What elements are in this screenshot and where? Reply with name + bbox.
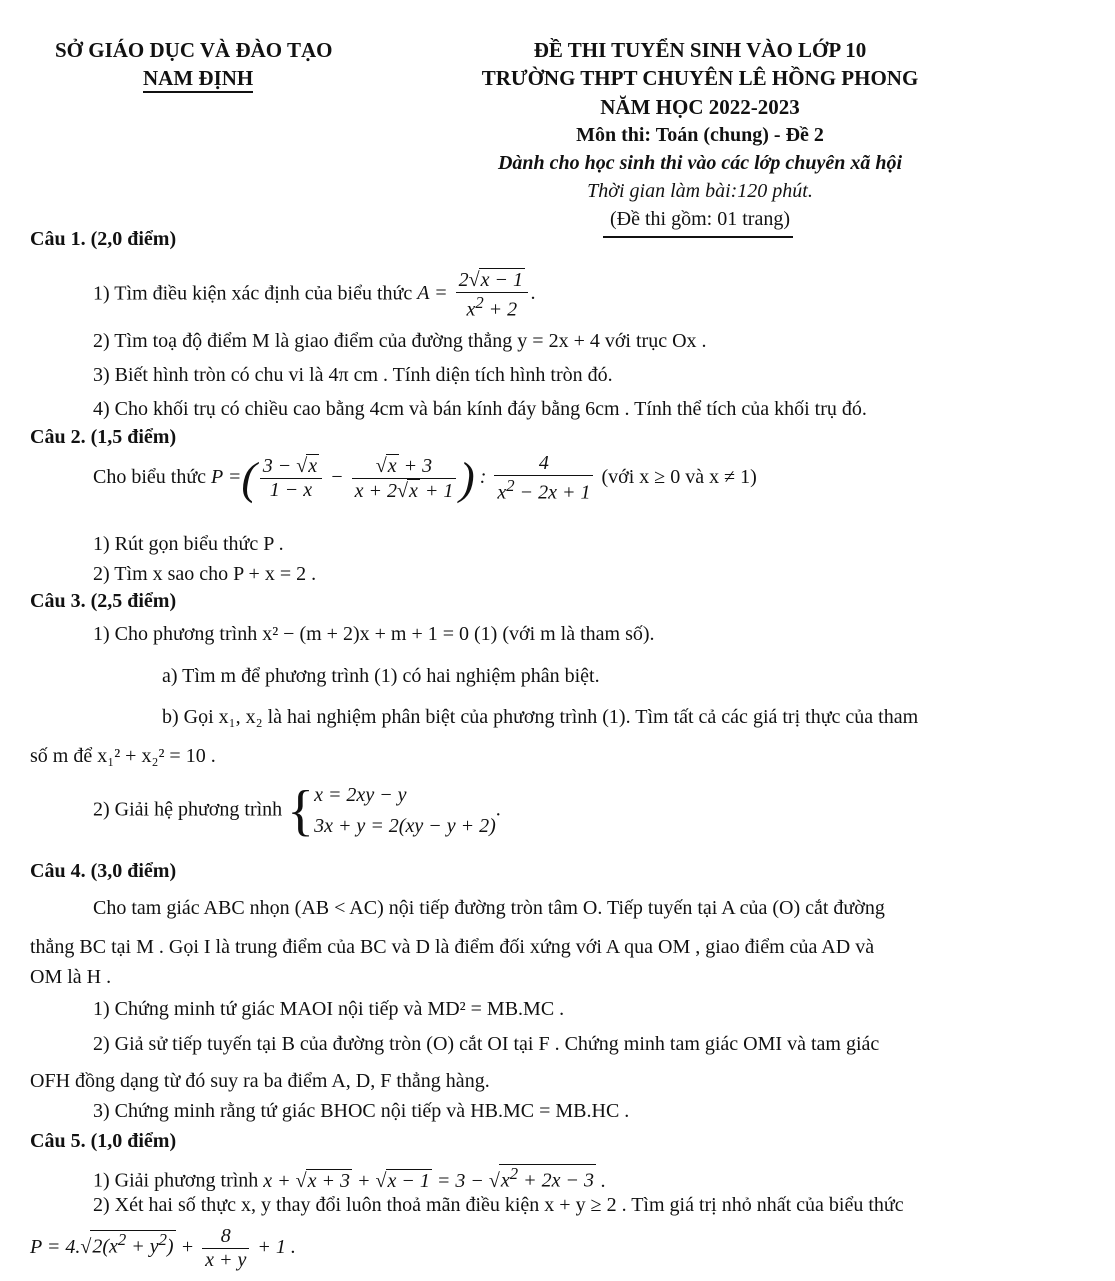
equation-system — [314, 780, 496, 842]
system-brace: { — [287, 780, 315, 842]
q2-expression: P =( $\frac{3 - √x}{1 - x}$ − $\frac{√x + 3}{x + 2√x + 1}$ ) : $\frac{4}{x^2 - 2x + 1}$ — [211, 466, 596, 488]
q4-part3: 3) Chứng minh rằng tứ giác BHOC nội tiếp và HB.MC = MB.HC . — [93, 1100, 630, 1122]
q4-line2: thẳng BC tại M . Gọi I là trung điểm của BC và D là điểm đối xứng với A qua OM , giao điểm của AD và — [30, 936, 875, 958]
school-name: TRƯỜNG THPT CHUYÊN LÊ HỒNG PHONG — [481, 66, 919, 90]
q2-part2: 2) Tìm x sao cho P + x = 2 . — [93, 563, 317, 585]
q3-part1: 1) Cho phương trình x² − (m + 2)x + m + 1 = 0 (1) (với m là tham số). — [93, 623, 655, 645]
header-rule — [603, 236, 793, 238]
q5-expression: $P = 4.√2(x^2 + y^2)$ + $\frac{8}{x + y}$ + 1 . — [30, 1225, 296, 1271]
subject: Môn thi: Toán (chung) - Đề 2 — [576, 124, 824, 146]
exam-title: ĐỀ THI TUYỂN SINH VÀO LỚP 10 — [533, 38, 867, 62]
q5-part1 — [93, 1164, 606, 1193]
q1-part1-text: 1) Tìm điều kiện xác định của biểu thức — [93, 282, 413, 305]
q3-part1b-line2: số m để x₁² + x₂² = 10 . — [30, 745, 216, 767]
q4-line3: OM là H . — [30, 966, 112, 988]
q4-part1: 1) Chứng minh tứ giác MAOI nội tiếp và MD² = MB.MC . — [93, 998, 565, 1020]
system-eq2: 3x + y = 2(xy − y + 2) — [314, 815, 496, 837]
q1-part3: 3) Biết hình tròn có chu vi là 4π cm . Tính diện tích hình tròn đó. — [93, 364, 613, 386]
q3-part1a: a) Tìm m để phương trình (1) có hai nghiệm phân biệt. — [162, 665, 600, 687]
q4-part2-line1: 2) Giả sử tiếp tuyến tại B của đường tròn (O) cắt OI tại F . Chứng minh tam giác OMI và tam giác — [93, 1033, 880, 1055]
q3-part2: 2) Giải hệ phương trình { x = 2xy − y 3x + y = 2(xy − y + 2) . — [93, 780, 501, 842]
q1-part2: 2) Tìm toạ độ điểm M là giao điểm của đường thẳng y = 2x + 4 với trục Ox . — [93, 330, 707, 352]
q5-part2: 2) Xét hai số thực x, y thay đổi luôn thoả mãn điều kiện x + y ≥ 2 . Tìm giá trị nhỏ nhất của biểu thức — [93, 1194, 904, 1216]
q3-title: Câu 3. (2,5 điểm) — [30, 590, 177, 612]
school-year: NĂM HỌC 2022-2023 — [600, 95, 800, 119]
q4-title: Câu 4. (3,0 điểm) — [30, 860, 177, 882]
q2-intro: Cho biểu thức — [93, 465, 207, 488]
q2-title: Câu 2. (1,5 điểm) — [30, 426, 177, 448]
q1-title: Câu 1. (2,0 điểm) — [30, 228, 177, 250]
q2-condition: (với x ≥ 0 và x ≠ 1) — [601, 465, 757, 488]
q2-part1: 1) Rút gọn biểu thức P . — [93, 533, 284, 555]
q2-expression-line — [93, 452, 757, 505]
q3-part1b-line1: b) Gọi x₁, x₂ là hai nghiệm phân biệt của phương trình (1). Tìm tất cả các giá trị thực của tham — [162, 706, 919, 728]
time-limit: Thời gian làm bài:120 phút. — [587, 180, 813, 202]
q5-equation: $x + √x + 3 + √x - 1 = 3 - √x^2 + 2x - 3$ . — [263, 1164, 606, 1192]
q4-part2-line2: OFH đồng dạng từ đó suy ra ba điểm A, D, F thẳng hàng. — [30, 1070, 490, 1092]
q1-part1 — [93, 268, 536, 322]
q3-part2-text: 2) Giải hệ phương trình — [93, 798, 283, 821]
q5-part1-text: 1) Giải phương trình — [93, 1169, 259, 1192]
department-name: SỞ GIÁO DỤC VÀ ĐÀO TẠO — [55, 38, 333, 62]
page-count: (Đề thi gồm: 01 trang) — [610, 208, 790, 230]
q1-expression: A = $\frac{2√x - 1}{x^2 + 2}$ . — [417, 269, 536, 321]
province-name: NAM ĐỊNH — [143, 66, 253, 93]
q5-title: Câu 5. (1,0 điểm) — [30, 1130, 177, 1152]
q1-part4: 4) Cho khối trụ có chiều cao bằng 4cm và bán kính đáy bằng 6cm . Tính thể tích của khối trụ đó. — [93, 398, 867, 420]
system-eq1: x = 2xy − y — [314, 784, 407, 806]
audience: Dành cho học sinh thi vào các lớp chuyên xã hội — [497, 152, 903, 174]
q4-line1: Cho tam giác ABC nhọn (AB < AC) nội tiếp đường tròn tâm O. Tiếp tuyến tại A của (O) cắt đường — [93, 897, 885, 919]
